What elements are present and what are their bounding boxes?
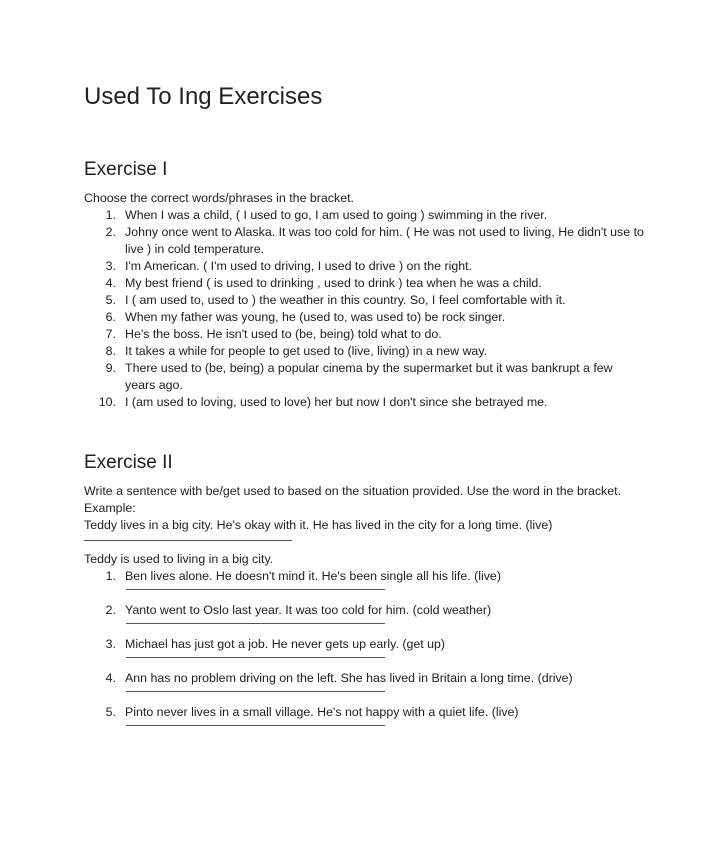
item-text: When I was a child, ( I used to go, I am used to going ) swimming in the river. (125, 208, 548, 222)
item-number: 10. (98, 395, 116, 409)
exercise-1-list (84, 207, 644, 411)
list-item (84, 704, 644, 721)
list-item (84, 636, 644, 653)
item-number: 7. (105, 327, 116, 341)
answer-blank-line[interactable] (84, 619, 644, 636)
list-item (84, 275, 644, 292)
answer-blank-line[interactable] (84, 721, 644, 738)
item-number: 5. (105, 293, 116, 307)
item-text: When my father was young, he (used to, was used to) be rock singer. (125, 310, 506, 324)
answer-blank-line[interactable] (84, 653, 644, 670)
item-number: 4. (105, 671, 116, 685)
list-item (84, 258, 644, 275)
item-text: I ( am used to, used to ) the weather in this country. So, I feel comfortable with it. (125, 293, 566, 307)
list-item (84, 394, 644, 411)
item-text: I'm American. ( I'm used to driving, I used to drive ) on the right. (125, 259, 472, 273)
exercise-1-instruction: Choose the correct words/phrases in the bracket. (84, 191, 354, 205)
list-item (84, 326, 644, 343)
item-text: There used to (be, being) a popular cinema by the supermarket but it was bankrupt a few years ago. (125, 361, 613, 392)
exercise-2-list (84, 568, 644, 738)
answer-blank-line[interactable] (84, 585, 644, 602)
item-text: My best friend ( is used to drinking , used to drink ) tea when he was a child. (125, 276, 542, 290)
list-item (84, 292, 644, 309)
list-item (84, 568, 644, 585)
item-number: 3. (105, 259, 116, 273)
exercise-2 (84, 483, 644, 738)
list-item (84, 343, 644, 360)
item-number: 2. (105, 225, 116, 239)
item-number: 3. (105, 637, 116, 651)
example-blank-line (84, 534, 644, 551)
example-answer: Teddy is used to living in a big city. (84, 552, 274, 566)
item-number: 2. (105, 603, 116, 617)
item-number: 4. (105, 276, 116, 290)
list-item (84, 360, 644, 394)
item-text: Michael has just got a job. He never gets up early. (get up) (125, 637, 446, 651)
item-text: Johny once went to Alaska. It was too cold for him. ( He was not used to living, He didn't use to live ) in cold temperature. (125, 225, 644, 256)
example-label: Example: (84, 501, 136, 515)
exercise-1-heading: Exercise I (84, 159, 168, 180)
item-text: Ann has no problem driving on the left. She has lived in Britain a long time. (drive) (125, 671, 573, 685)
item-number: 5. (105, 705, 116, 719)
item-text: I (am used to loving, used to love) her but now I don't since she betrayed me. (125, 395, 548, 409)
item-text: Ben lives alone. He doesn't mind it. He's been single all his life. (live) (125, 569, 501, 583)
item-text: Yanto went to Oslo last year. It was too cold for him. (cold weather) (125, 603, 492, 617)
exercise-1 (84, 190, 644, 411)
exercise-2-heading: Exercise II (84, 452, 173, 473)
list-item (84, 224, 644, 258)
item-number: 6. (105, 310, 116, 324)
answer-blank-line[interactable] (84, 687, 644, 704)
exercise-2-instruction: Write a sentence with be/get used to based on the situation provided. Use the word in the bracket. (84, 484, 622, 498)
list-item (84, 602, 644, 619)
list-item (84, 207, 644, 224)
example-situation: Teddy lives in a big city. He's okay with it. He has lived in the city for a long time. (live) (84, 518, 553, 532)
item-number: 9. (105, 361, 116, 375)
item-number: 8. (105, 344, 116, 358)
item-text: He's the boss. He isn't used to (be, being) told what to do. (125, 327, 442, 341)
item-number: 1. (105, 569, 116, 583)
list-item (84, 670, 644, 687)
list-item (84, 309, 644, 326)
item-text: Pinto never lives in a small village. He's not happy with a quiet life. (live) (125, 705, 519, 719)
document-title: Used To Ing Exercises (84, 83, 323, 110)
item-number: 1. (105, 208, 116, 222)
item-text: It takes a while for people to get used to (live, living) in a new way. (125, 344, 488, 358)
